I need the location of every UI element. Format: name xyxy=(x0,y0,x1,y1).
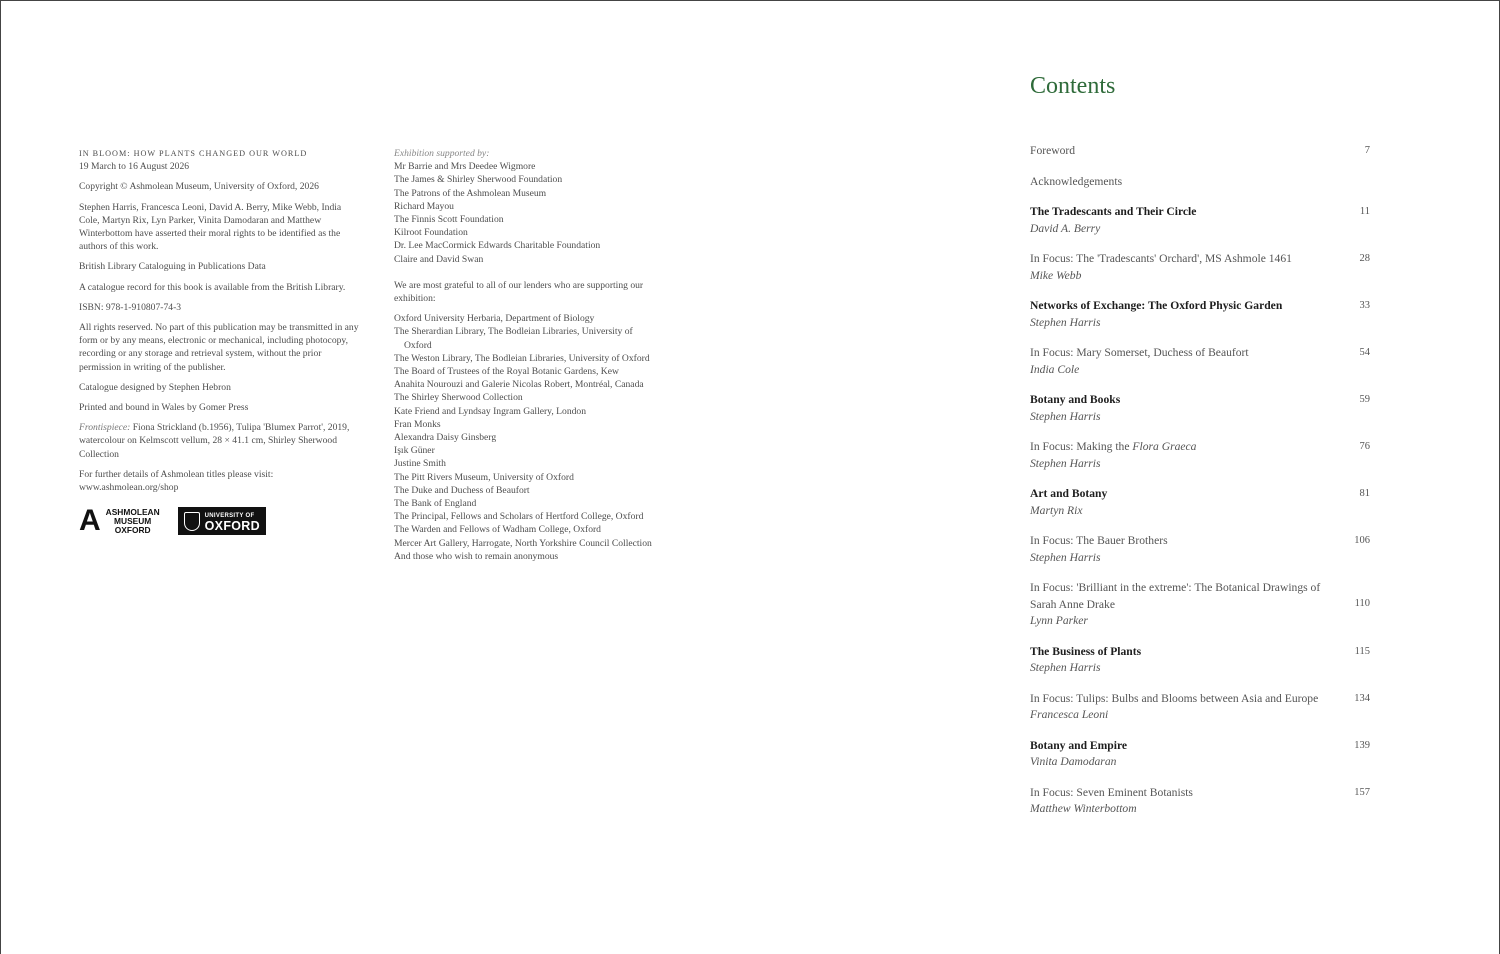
toc-entry[interactable] xyxy=(1030,174,1372,191)
toc-entry-author: Stephen Harris xyxy=(1030,409,1101,423)
supporter-name: Mr Barrie and Mrs Deedee Wigmore xyxy=(394,161,536,173)
cip-heading: British Library Cataloguing in Publications Data xyxy=(79,261,266,273)
exhibition-title: IN BLOOM: HOW PLANTS CHANGED OUR WORLD xyxy=(79,149,308,158)
lender-name: Işık Güner xyxy=(394,445,435,457)
toc-entry-page-number: 59 xyxy=(1359,394,1370,405)
isbn: ISBN: 978-1-910807-74-3 xyxy=(79,301,182,313)
toc-entry-title: Acknowledgements xyxy=(1030,174,1123,188)
lender-name: Oxford xyxy=(404,339,432,351)
supporters-column xyxy=(394,147,684,563)
supporter-name: The James & Shirley Sherwood Foundation xyxy=(394,174,563,186)
toc-entry-title: Botany and Empire xyxy=(1030,738,1128,752)
lender-name: Justine Smith xyxy=(394,458,446,470)
toc-entry-title: In Focus: Seven Eminent Botanists xyxy=(1030,785,1193,799)
lender-name: Kate Friend and Lyndsay Ingram Gallery, London xyxy=(394,405,587,417)
toc-entry-page-number: 134 xyxy=(1354,692,1370,704)
lender-name: The Duke and Duchess of Beaufort xyxy=(394,484,530,496)
toc-entry-author: Stephen Harris xyxy=(1030,550,1101,564)
university-of-oxford-logo: UNIVERSITY OF OXFORD xyxy=(178,507,266,535)
toc-entry-title: Botany and Books xyxy=(1030,393,1121,406)
toc-entry[interactable] xyxy=(1030,738,1372,771)
toc-entry-author: Francesca Leoni xyxy=(1030,708,1109,721)
oxford-crest-icon xyxy=(184,512,200,531)
lenders-list xyxy=(394,312,684,563)
frontispiece-text: Fiona Strickland (b.1956), Tulipa 'Blumex Parrot', 2019, watercolour on Kelmscott vellum, 28 × 41.1 cm, Shirley Sherwood Collection xyxy=(79,422,350,460)
supporter-name: The Patrons of the Ashmolean Museum xyxy=(394,187,547,199)
toc-entry[interactable] xyxy=(1030,691,1372,724)
authors-rights: Stephen Harris, Francesca Leoni, David A. Berry, Mike Webb, India Cole, Martyn Rix, Lyn Parker, Vinita Damodaran and Matthew Winterbottom have asserted their moral rights to be identified as the authors of this work. xyxy=(79,201,342,253)
lender-name: The Principal, Fellows and Scholars of Hertford College, Oxford xyxy=(394,511,644,523)
supporter-name: Richard Mayou xyxy=(394,200,454,212)
toc-entry-author: Mike Webb xyxy=(1030,268,1082,282)
toc-entry-page-number: 115 xyxy=(1354,645,1370,657)
lender-name: And those who wish to remain anonymous xyxy=(394,550,559,562)
toc-entry[interactable] xyxy=(1030,392,1372,425)
toc-entry-page-number: 28 xyxy=(1359,253,1370,264)
designer-credit: Catalogue designed by Stephen Hebron xyxy=(79,381,231,393)
imprint-column xyxy=(79,147,364,536)
toc-entry[interactable] xyxy=(1030,143,1372,160)
supporters-heading: Exhibition supported by: xyxy=(394,148,490,159)
website-link[interactable]: www.ashmolean.org/shop xyxy=(79,482,179,494)
further-details: For further details of Ashmolean titles please visit: xyxy=(79,468,274,480)
printer-credit: Printed and bound in Wales by Gomer Press xyxy=(79,402,249,414)
toc-entry-title: In Focus: The 'Tradescants' Orchard', MS Ashmole 1461 xyxy=(1030,252,1292,265)
lender-name: The Weston Library, The Bodleian Libraries, University of Oxford xyxy=(394,352,650,364)
supporter-name: Claire and David Swan xyxy=(394,253,484,265)
toc-entry-author: Stephen Harris xyxy=(1030,456,1101,470)
toc-entry-author: India Cole xyxy=(1030,362,1080,376)
lender-name: The Shirley Sherwood Collection xyxy=(394,392,523,404)
toc-entry[interactable] xyxy=(1030,204,1372,237)
toc-entry[interactable] xyxy=(1030,644,1372,677)
ashmolean-logo-text: ASHMOLEAN MUSEUM OXFORD xyxy=(105,506,160,535)
toc-entry-title: The Business of Plants xyxy=(1030,644,1142,658)
lender-name: The Board of Trustees of the Royal Botanic Gardens, Kew xyxy=(394,366,619,378)
toc-entry[interactable] xyxy=(1030,580,1372,630)
toc-entry-author: Matthew Winterbottom xyxy=(1030,802,1137,815)
lender-name: Anahita Nourouzi and Galerie Nicolas Robert, Montréal, Canada xyxy=(394,379,644,391)
lender-name: The Warden and Fellows of Wadham College, Oxford xyxy=(394,524,601,536)
ashmolean-logo-mark: A xyxy=(79,504,101,538)
toc-entry-page-number: 11 xyxy=(1359,206,1370,217)
lender-name: Oxford University Herbaria, Department of Biology xyxy=(394,313,595,325)
toc-entry-author: Stephen Harris xyxy=(1030,661,1101,674)
toc-entry-title: Art and Botany xyxy=(1030,487,1108,500)
publisher-logos xyxy=(79,506,364,536)
toc-entry[interactable] xyxy=(1030,251,1372,284)
exhibition-dates: 19 March to 16 August 2026 xyxy=(79,161,190,173)
supporter-name: Kilroot Foundation xyxy=(394,227,468,239)
contents-heading: Contents xyxy=(1030,73,1116,99)
toc-entry[interactable] xyxy=(1030,345,1372,378)
supporter-name: The Finnis Scott Foundation xyxy=(394,214,504,226)
toc-entry-page-number: 33 xyxy=(1359,300,1370,311)
toc-entry-author: Lynn Parker xyxy=(1030,614,1088,627)
toc-entry-author: David A. Berry xyxy=(1030,221,1101,235)
toc-entry-page-number: 106 xyxy=(1354,535,1370,546)
lender-name: The Pitt Rivers Museum, University of Oxford xyxy=(394,471,574,483)
lender-name: Mercer Art Gallery, Harrogate, North Yorkshire Council Collection xyxy=(394,537,652,549)
copyright-line: Copyright © Ashmolean Museum, University of Oxford, 2026 xyxy=(79,181,319,193)
cip-text: A catalogue record for this book is available from the British Library. xyxy=(79,281,346,293)
toc-entry[interactable] xyxy=(1030,486,1372,519)
lender-name: Alexandra Daisy Ginsberg xyxy=(394,432,497,444)
toc-entry-title: In Focus: 'Brilliant in the extreme': The Botanical Drawings of Sarah Anne Drake xyxy=(1030,581,1321,611)
frontispiece-label: Frontispiece: xyxy=(79,422,131,434)
toc-entry[interactable] xyxy=(1030,439,1372,472)
toc-entry-page-number: 54 xyxy=(1359,347,1370,358)
toc-entry-page-number: 7 xyxy=(1364,145,1370,156)
toc-entry-title: In Focus: The Bauer Brothers xyxy=(1030,534,1168,547)
rights-statement: All rights reserved. No part of this publication may be transmitted in any form or by any means, electronic or mechanical, including photocopy, recording or any storage and retrieval system, without the prior permission in writing of the publisher. xyxy=(79,322,359,373)
lenders-intro: We are most grateful to all of our lenders who are supporting our exhibition: xyxy=(394,279,644,305)
toc-entry-page-number: 157 xyxy=(1354,786,1370,798)
toc-entry-page-number: 110 xyxy=(1354,598,1370,609)
lender-name: Fran Monks xyxy=(394,418,441,430)
toc-entry-author: Martyn Rix xyxy=(1030,503,1083,517)
toc-entry-title: In Focus: Mary Somerset, Duchess of Beaufort xyxy=(1030,346,1249,359)
toc-entry-author: Vinita Damodaran xyxy=(1030,755,1117,768)
toc-entry-author: Stephen Harris xyxy=(1030,315,1101,329)
toc-entry-page-number: 81 xyxy=(1359,488,1370,499)
ashmolean-logo xyxy=(79,506,160,536)
toc-entry-page-number: 139 xyxy=(1354,739,1370,751)
toc-entry[interactable] xyxy=(1030,785,1372,818)
toc-entry-title: In Focus: Tulips: Bulbs and Blooms between Asia and Europe xyxy=(1030,691,1319,705)
lender-name: The Sherardian Library, The Bodleian Libraries, University of xyxy=(394,326,633,338)
table-of-contents xyxy=(1030,143,1372,832)
frontispiece-credit xyxy=(79,421,364,461)
toc-entry[interactable] xyxy=(1030,298,1372,331)
toc-entry-title: The Tradescants and Their Circle xyxy=(1030,205,1197,218)
toc-entry-title: Foreword xyxy=(1030,144,1076,157)
supporter-name: Dr. Lee MacCormick Edwards Charitable Foundation xyxy=(394,240,601,252)
lender-name: The Bank of England xyxy=(394,498,477,510)
toc-entry-title: Networks of Exchange: The Oxford Physic Garden xyxy=(1030,299,1283,312)
supporters-list xyxy=(394,160,684,266)
toc-entry-page-number: 76 xyxy=(1359,441,1370,452)
toc-entry-title: In Focus: Making the Flora Graeca xyxy=(1030,440,1197,453)
toc-entry[interactable] xyxy=(1030,533,1372,566)
